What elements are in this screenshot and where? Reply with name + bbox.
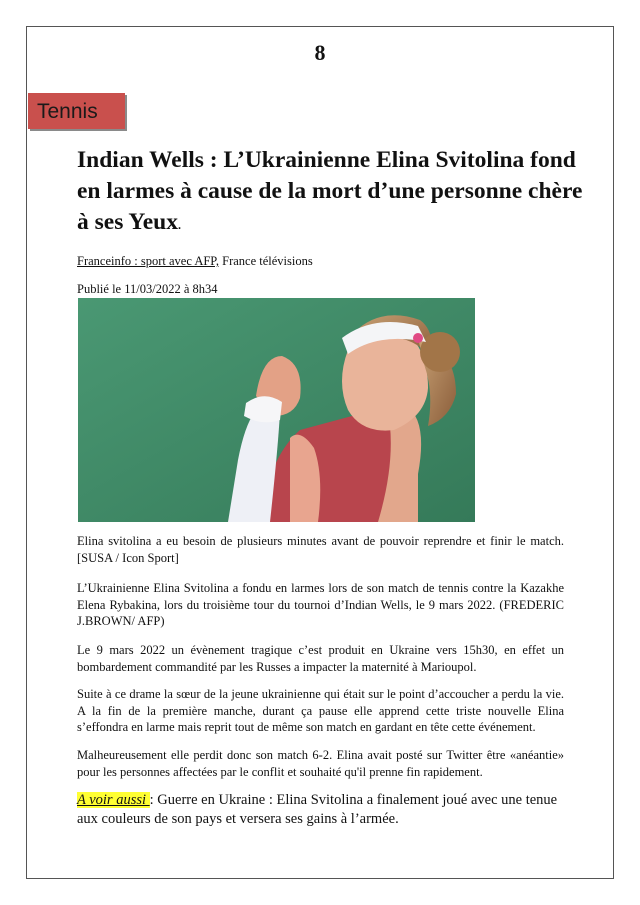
article-title (77, 145, 587, 241)
byline-rest: France télévisions (219, 254, 313, 268)
see-also-text: : Guerre en Ukraine : Elina Svitolina a finalement joué avec une tenue aux couleurs de son pays et versera ses gains à l’armée. (77, 792, 558, 827)
byline (77, 254, 313, 269)
article-title-tail: . (177, 218, 181, 232)
page-number: 8 (314, 40, 326, 65)
see-also-link[interactable]: A voir aussi (77, 792, 150, 808)
publish-date: Publié le 11/03/2022 à 8h34 (77, 282, 218, 296)
category-tag: Tennis (28, 93, 125, 129)
article-paragraph: Malheureusement elle perdit donc son match 6-2. Elina avait posté sur Twitter être «anéantie» pour les personnes affectées par le conflit et souhaité qu'il prenne fin rapidement. (77, 748, 564, 779)
see-also (77, 791, 567, 829)
article-title-text: Indian Wells : L’Ukrainienne Elina Svitolina fond en larmes à cause de la mort d’une personne chère à ses Yeux (77, 147, 583, 235)
byline-source: Franceinfo : sport avec AFP, (77, 254, 219, 268)
article-photo (78, 298, 475, 522)
article-paragraph: Le 9 mars 2022 un évènement tragique c’est produit en Ukraine vers 15h30, en effet un bombardement commandité par les Russes a impacter la maternité à Marioupol. (77, 643, 564, 674)
article-paragraph: L’Ukrainienne Elina Svitolina a fondu en larmes lors de son match de tennis contre la Kazakhe Elena Rybakina, lors du troisième tour du tournoi d’Indian Wells, le 9 mars 2022. (FREDERIC J.BROWN/ AFP) (77, 581, 564, 628)
article-paragraph: Suite à ce drame la sœur de la jeune ukrainienne qui était sur le point d’accoucher a perdu la vie. A la fin de la première manche, durant ça pause elle apprend cette triste nouvelle Elina s’effondra en larme mais reprit tout de même son match en gardant en tête cette événement. (77, 687, 564, 734)
photo-caption: Elina svitolina a eu besoin de plusieurs minutes avant de pouvoir reprendre et finir le match. [SUSA / Icon Sport] (77, 534, 564, 565)
